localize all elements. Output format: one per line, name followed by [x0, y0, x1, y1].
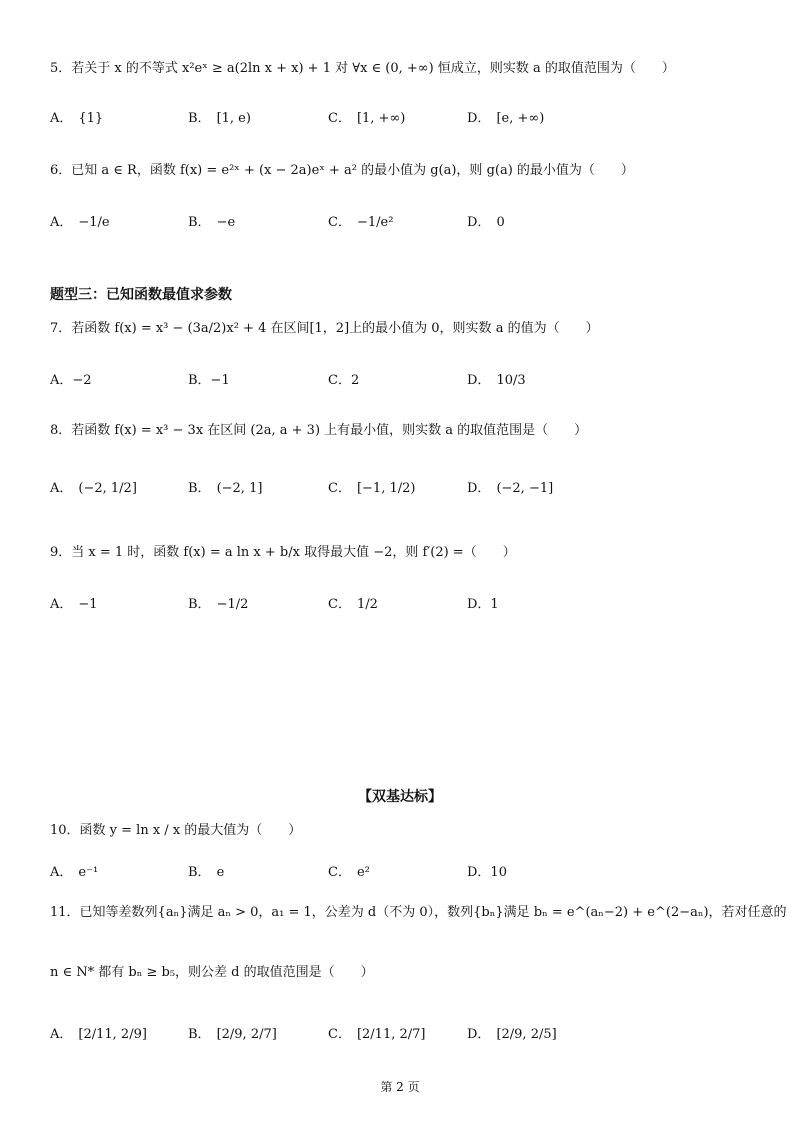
- q10-option-d: D．10: [467, 865, 507, 880]
- question-7-stem: [50, 318, 599, 340]
- q5-option-a: A． {1}: [50, 111, 104, 126]
- question-7-text: 7．若函数 f(x) = x³ − (3a/2)x² + 4 在区间[1，2]上的最小值为 0，则实数 a 的值为（ ）: [50, 321, 599, 336]
- q6-option-c: C． −1/e²: [328, 215, 394, 230]
- question-9-text: 9．当 x = 1 时，函数 f(x) = a ln x + b/x 取得最大值 −2，则 f′(2) =（ ）: [50, 545, 516, 560]
- question-10-text: 10．函数 y = ln x / x 的最大值为（ ）: [50, 823, 302, 838]
- question-5-stem: [50, 58, 675, 80]
- page-number: 第 2 页: [380, 1080, 420, 1094]
- section-title-shuangji: 【双基达标】: [358, 789, 442, 805]
- q11-option-c: C． [2/11, 2/7]: [328, 1027, 426, 1042]
- question-11-stem-line2: [50, 962, 374, 984]
- q9-option-a: A． −1: [50, 597, 98, 612]
- q8-option-b: B． (−2, 1]: [188, 481, 263, 496]
- q11-option-a: A． [2/11, 2/9]: [50, 1027, 147, 1042]
- question-6-text: 6．已知 a ∈ R，函数 f(x) = e²ˣ + (x − 2a)eˣ + a² 的最小值为 g(a)，则 g(a) 的最小值为（ ）: [50, 163, 634, 178]
- q7-option-c: C．2: [328, 373, 360, 388]
- q7-option-a: A．−2: [50, 373, 92, 388]
- question-5-text: 5．若关于 x 的不等式 x²eˣ ≥ a(2ln x + x) + 1 对 ∀x ∈ (0, +∞) 恒成立，则实数 a 的取值范围为（ ）: [50, 61, 675, 76]
- q6-option-b: B． −e: [188, 215, 236, 230]
- q9-option-d: D．1: [467, 597, 499, 612]
- question-8-text: 8．若函数 f(x) = x³ − 3x 在区间 (2a, a + 3) 上有最小值，则实数 a 的取值范围是（ ）: [50, 423, 588, 438]
- q8-option-c: C． [−1, 1/2): [328, 481, 416, 496]
- q10-option-b: B． e: [188, 865, 225, 880]
- q8-option-a: A． (−2, 1/2]: [50, 481, 137, 496]
- q10-option-a: A． e⁻¹: [50, 865, 99, 880]
- q10-option-c: C． e²: [328, 865, 370, 880]
- q5-option-d: D． [e, +∞): [467, 111, 545, 126]
- q9-option-b: B． −1/2: [188, 597, 249, 612]
- section-heading-3: 题型三：已知函数最值求参数: [50, 287, 232, 303]
- question-9-stem: [50, 542, 516, 564]
- q11-option-b: B． [2/9, 2/7]: [188, 1027, 277, 1042]
- q5-option-c: C． [1, +∞): [328, 111, 406, 126]
- q7-option-b: B．−1: [188, 373, 230, 388]
- q6-option-a: A． −1/e: [50, 215, 110, 230]
- question-11-text-1: 11．已知等差数列{aₙ}满足 aₙ > 0，a₁ = 1，公差为 d（不为 0），数列{bₙ}满足 bₙ = e^(aₙ−2) + e^(2−aₙ)，若对任意的: [50, 905, 787, 920]
- q6-option-d: D． 0: [467, 215, 505, 230]
- question-11-stem-line1: [50, 902, 787, 924]
- question-6-stem: [50, 160, 634, 182]
- question-10-stem: [50, 820, 301, 842]
- q7-option-d: D． 10/3: [467, 373, 526, 388]
- q5-option-b: B． [1, e): [188, 111, 251, 126]
- q9-option-c: C． 1/2: [328, 597, 378, 612]
- q11-option-d: D． [2/9, 2/5]: [467, 1027, 557, 1042]
- q8-option-d: D． (−2, −1]: [467, 481, 554, 496]
- question-11-text-2: n ∈ N* 都有 bₙ ≥ b₅，则公差 d 的取值范围是（ ）: [50, 965, 374, 980]
- question-8-stem: [50, 420, 587, 442]
